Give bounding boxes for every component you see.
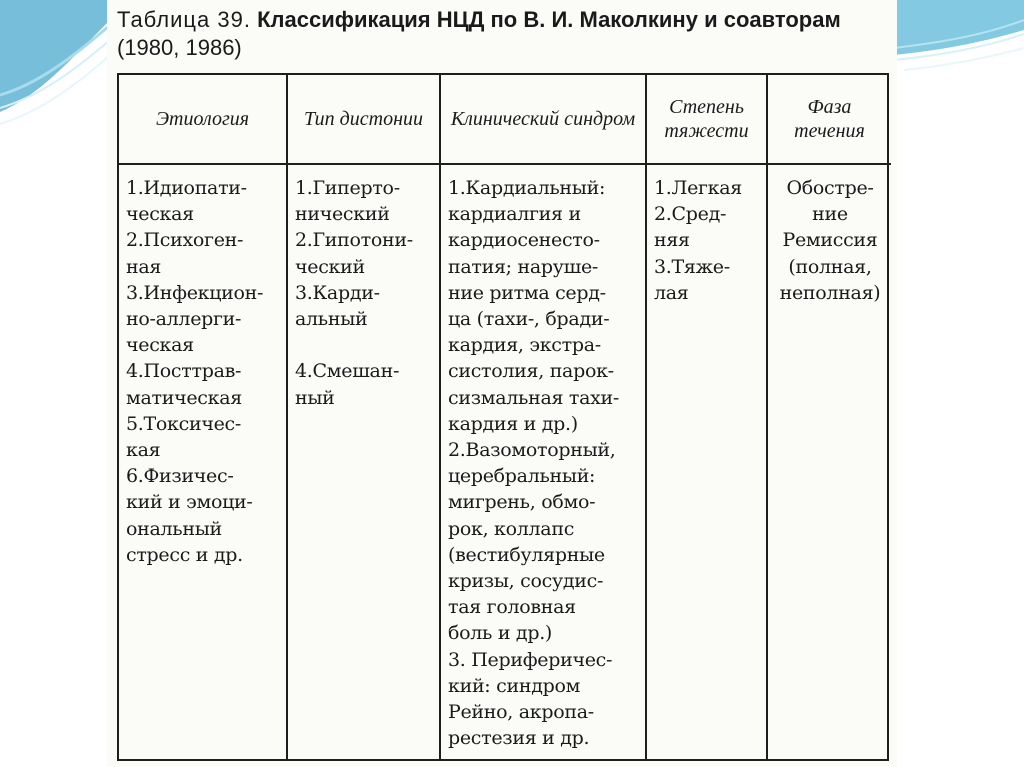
header-course-phase: Фаза течения [767, 75, 891, 164]
classification-table [117, 73, 889, 761]
table-row [119, 164, 891, 759]
cell-severity: 1.Легкая 2.Сред- няя 3.Тяже- лая [646, 164, 767, 759]
cell-dystonia-type: 1.Гиперто- нический 2.Гипотони- ческий 3.Карди- альный 4.Смешан- ный [287, 164, 440, 759]
decorative-wave-right [894, 0, 1024, 75]
table-header-row [119, 75, 891, 164]
table-years: (1980, 1986) [117, 35, 242, 60]
cell-clinical-syndrome: 1.Кардиальный: кардиалгия и кардиосенесто- патия; наруше- ние ритма серд- ца (тахи-, бради- кардия, экстра- систолия, парок- сизмальная тахи- кардия и др.) 2.Вазомоторный, церебральный: мигрень, обмо- рок, коллапс (вестибулярные кризы, сосудис- тая головная боль и др.) 3. Периферичес- кий: синдром Рейно, акропа- рестезия и др. [440, 164, 646, 759]
table-title: Классификация НЦД по В. И. Маколкину и соавторам [257, 7, 841, 32]
cell-etiology: 1.Идиопати- ческая 2.Психоген- ная 3.Инфекцион- но-аллерги- ческая 4.Посттрав- матическая 5.Токсичес- кая 6.Физичес- кий и эмоци- ональный стресс и др. [126, 177, 264, 566]
table-caption [117, 6, 897, 62]
header-clinical-syndrome: Клинический синдром [440, 75, 646, 164]
header-severity: Степень тяжести [646, 75, 767, 164]
cell-course-phase: Обостре- ние Ремиссия (полная, неполная) [767, 164, 891, 759]
header-dystonia-type: Тип дистонии [287, 75, 440, 164]
decorative-wave-left [0, 0, 110, 130]
table-number: Таблица 39. [117, 7, 251, 32]
header-etiology: Этиология [119, 75, 287, 164]
